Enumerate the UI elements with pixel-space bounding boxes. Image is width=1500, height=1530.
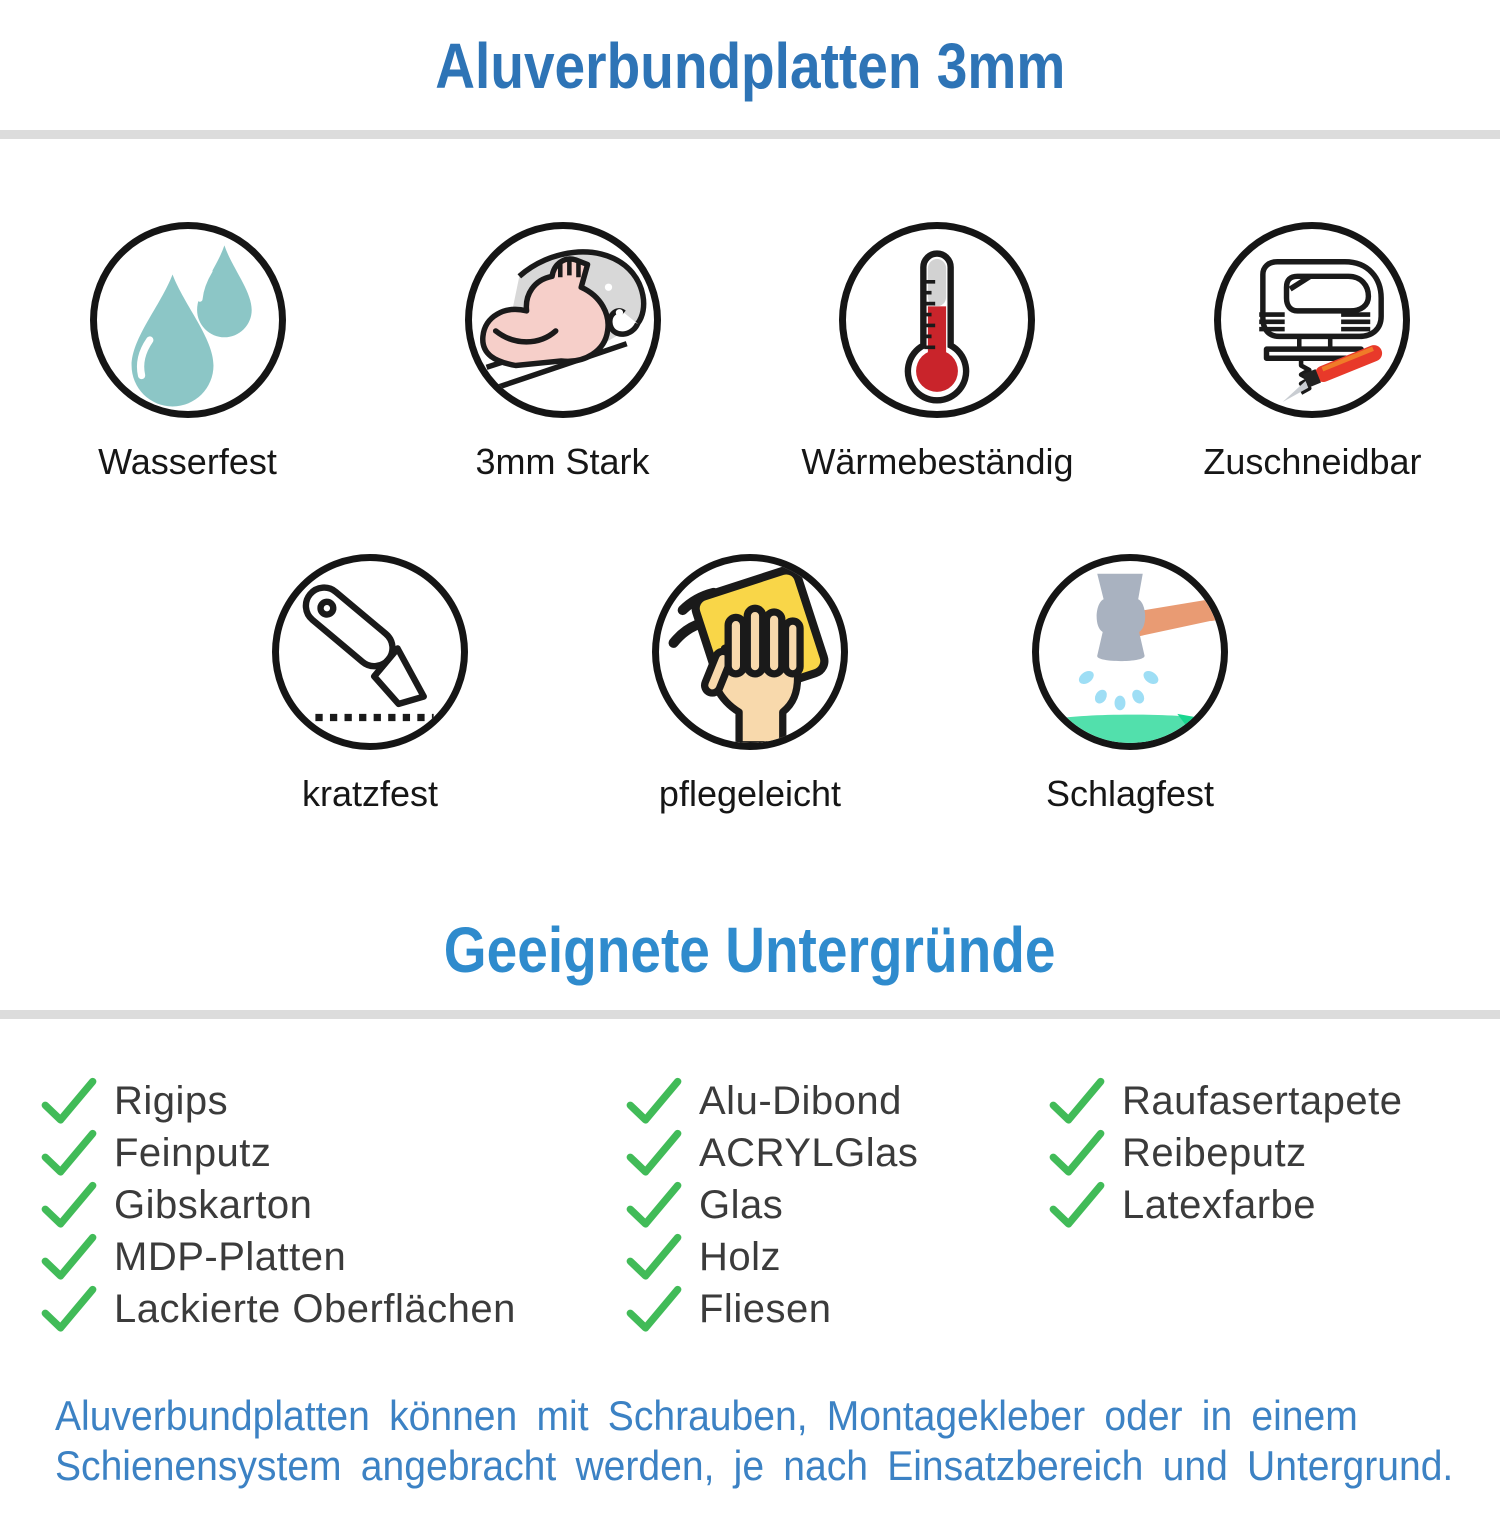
mounting-note-line2: Schienensystem angebracht werden, je nach Einsatzbereich und Untergrund. xyxy=(55,1442,1454,1489)
feature-pflegeleicht xyxy=(652,554,848,814)
page-title-text: Aluverbundplatten 3mm xyxy=(435,30,1065,102)
feature-circle xyxy=(1214,222,1410,418)
list-item-label: Rigips xyxy=(114,1078,229,1123)
check-icon xyxy=(1048,1077,1106,1125)
list-item-label: Raufasertapete xyxy=(1122,1078,1403,1123)
check-icon xyxy=(1048,1129,1106,1177)
check-icon xyxy=(625,1129,683,1177)
list-item xyxy=(40,1075,625,1127)
list-item xyxy=(1048,1179,1500,1231)
hammer-icon xyxy=(1039,560,1221,744)
feature-waermebestaendig xyxy=(801,222,1073,482)
substrates-column-2 xyxy=(625,1075,1048,1335)
check-icon xyxy=(40,1181,98,1229)
feature-schlagfest xyxy=(1032,554,1228,814)
check-icon xyxy=(40,1285,98,1333)
list-item-label: Fliesen xyxy=(699,1286,832,1331)
list-item xyxy=(625,1075,1048,1127)
thermometer-icon xyxy=(846,228,1028,412)
check-icon xyxy=(625,1285,683,1333)
features-row-2 xyxy=(180,554,1320,814)
check-icon xyxy=(1048,1181,1106,1229)
list-item-label: Glas xyxy=(699,1182,784,1227)
feature-circle xyxy=(652,554,848,750)
check-icon xyxy=(625,1077,683,1125)
check-icon xyxy=(625,1181,683,1229)
feature-label: kratzfest xyxy=(301,773,439,814)
list-item-label: Lackierte Oberflächen xyxy=(114,1286,516,1331)
list-item-label: Reibeputz xyxy=(1122,1130,1307,1175)
list-item xyxy=(625,1127,1048,1179)
check-icon xyxy=(40,1129,98,1177)
feature-3mm-stark xyxy=(465,222,661,482)
mounting-note-line1: Aluverbundplatten können mit Schrauben, Montagekleber oder in einem xyxy=(55,1392,1358,1439)
list-item xyxy=(40,1283,625,1335)
list-item xyxy=(625,1179,1048,1231)
section-title-text: Geeignete Untergründe xyxy=(444,914,1056,986)
list-item xyxy=(1048,1075,1500,1127)
page-title xyxy=(0,30,1500,102)
utility-knife-icon xyxy=(279,560,461,744)
hand-cloth-icon xyxy=(659,560,841,744)
muscle-arm-icon xyxy=(472,228,654,412)
feature-label: Zuschneidbar xyxy=(1203,441,1422,482)
section-title-untergruende xyxy=(0,914,1500,986)
feature-label: pflegeleicht xyxy=(658,773,842,814)
mounting-note xyxy=(55,1391,1500,1491)
substrates-column-3 xyxy=(1048,1075,1500,1231)
feature-label: 3mm Stark xyxy=(475,441,650,482)
list-item xyxy=(625,1231,1048,1283)
check-icon xyxy=(40,1233,98,1281)
substrates-list xyxy=(0,1075,1500,1335)
substrates-column-1 xyxy=(40,1075,625,1335)
list-item xyxy=(40,1127,625,1179)
list-item-label: ACRYLGlas xyxy=(699,1130,919,1175)
check-icon xyxy=(40,1077,98,1125)
list-item-label: Gibskarton xyxy=(114,1182,313,1227)
feature-label: Wasserfest xyxy=(98,441,277,482)
check-icon xyxy=(625,1233,683,1281)
feature-label: Schlagfest xyxy=(1045,773,1215,814)
feature-circle xyxy=(1032,554,1228,750)
feature-circle xyxy=(90,222,286,418)
list-item xyxy=(40,1179,625,1231)
water-drops-icon xyxy=(97,228,279,412)
list-item-label: Latexfarbe xyxy=(1122,1182,1317,1227)
list-item-label: Feinputz xyxy=(114,1130,272,1175)
feature-zuschneidbar xyxy=(1203,222,1421,482)
list-item xyxy=(625,1283,1048,1335)
jigsaw-icon xyxy=(1221,228,1403,412)
list-item-label: Alu-Dibond xyxy=(699,1078,902,1123)
list-item-label: Holz xyxy=(699,1234,782,1279)
feature-circle xyxy=(839,222,1035,418)
feature-wasserfest xyxy=(90,222,286,482)
feature-label: Wärmebeständig xyxy=(801,441,1074,482)
list-item xyxy=(1048,1127,1500,1179)
feature-kratzfest xyxy=(272,554,468,814)
features-row-1 xyxy=(0,222,1500,482)
list-item-label: MDP-Platten xyxy=(114,1234,347,1279)
feature-circle xyxy=(272,554,468,750)
list-item xyxy=(40,1231,625,1283)
divider-bar xyxy=(0,130,1500,139)
divider-bar xyxy=(0,1010,1500,1019)
feature-circle xyxy=(465,222,661,418)
